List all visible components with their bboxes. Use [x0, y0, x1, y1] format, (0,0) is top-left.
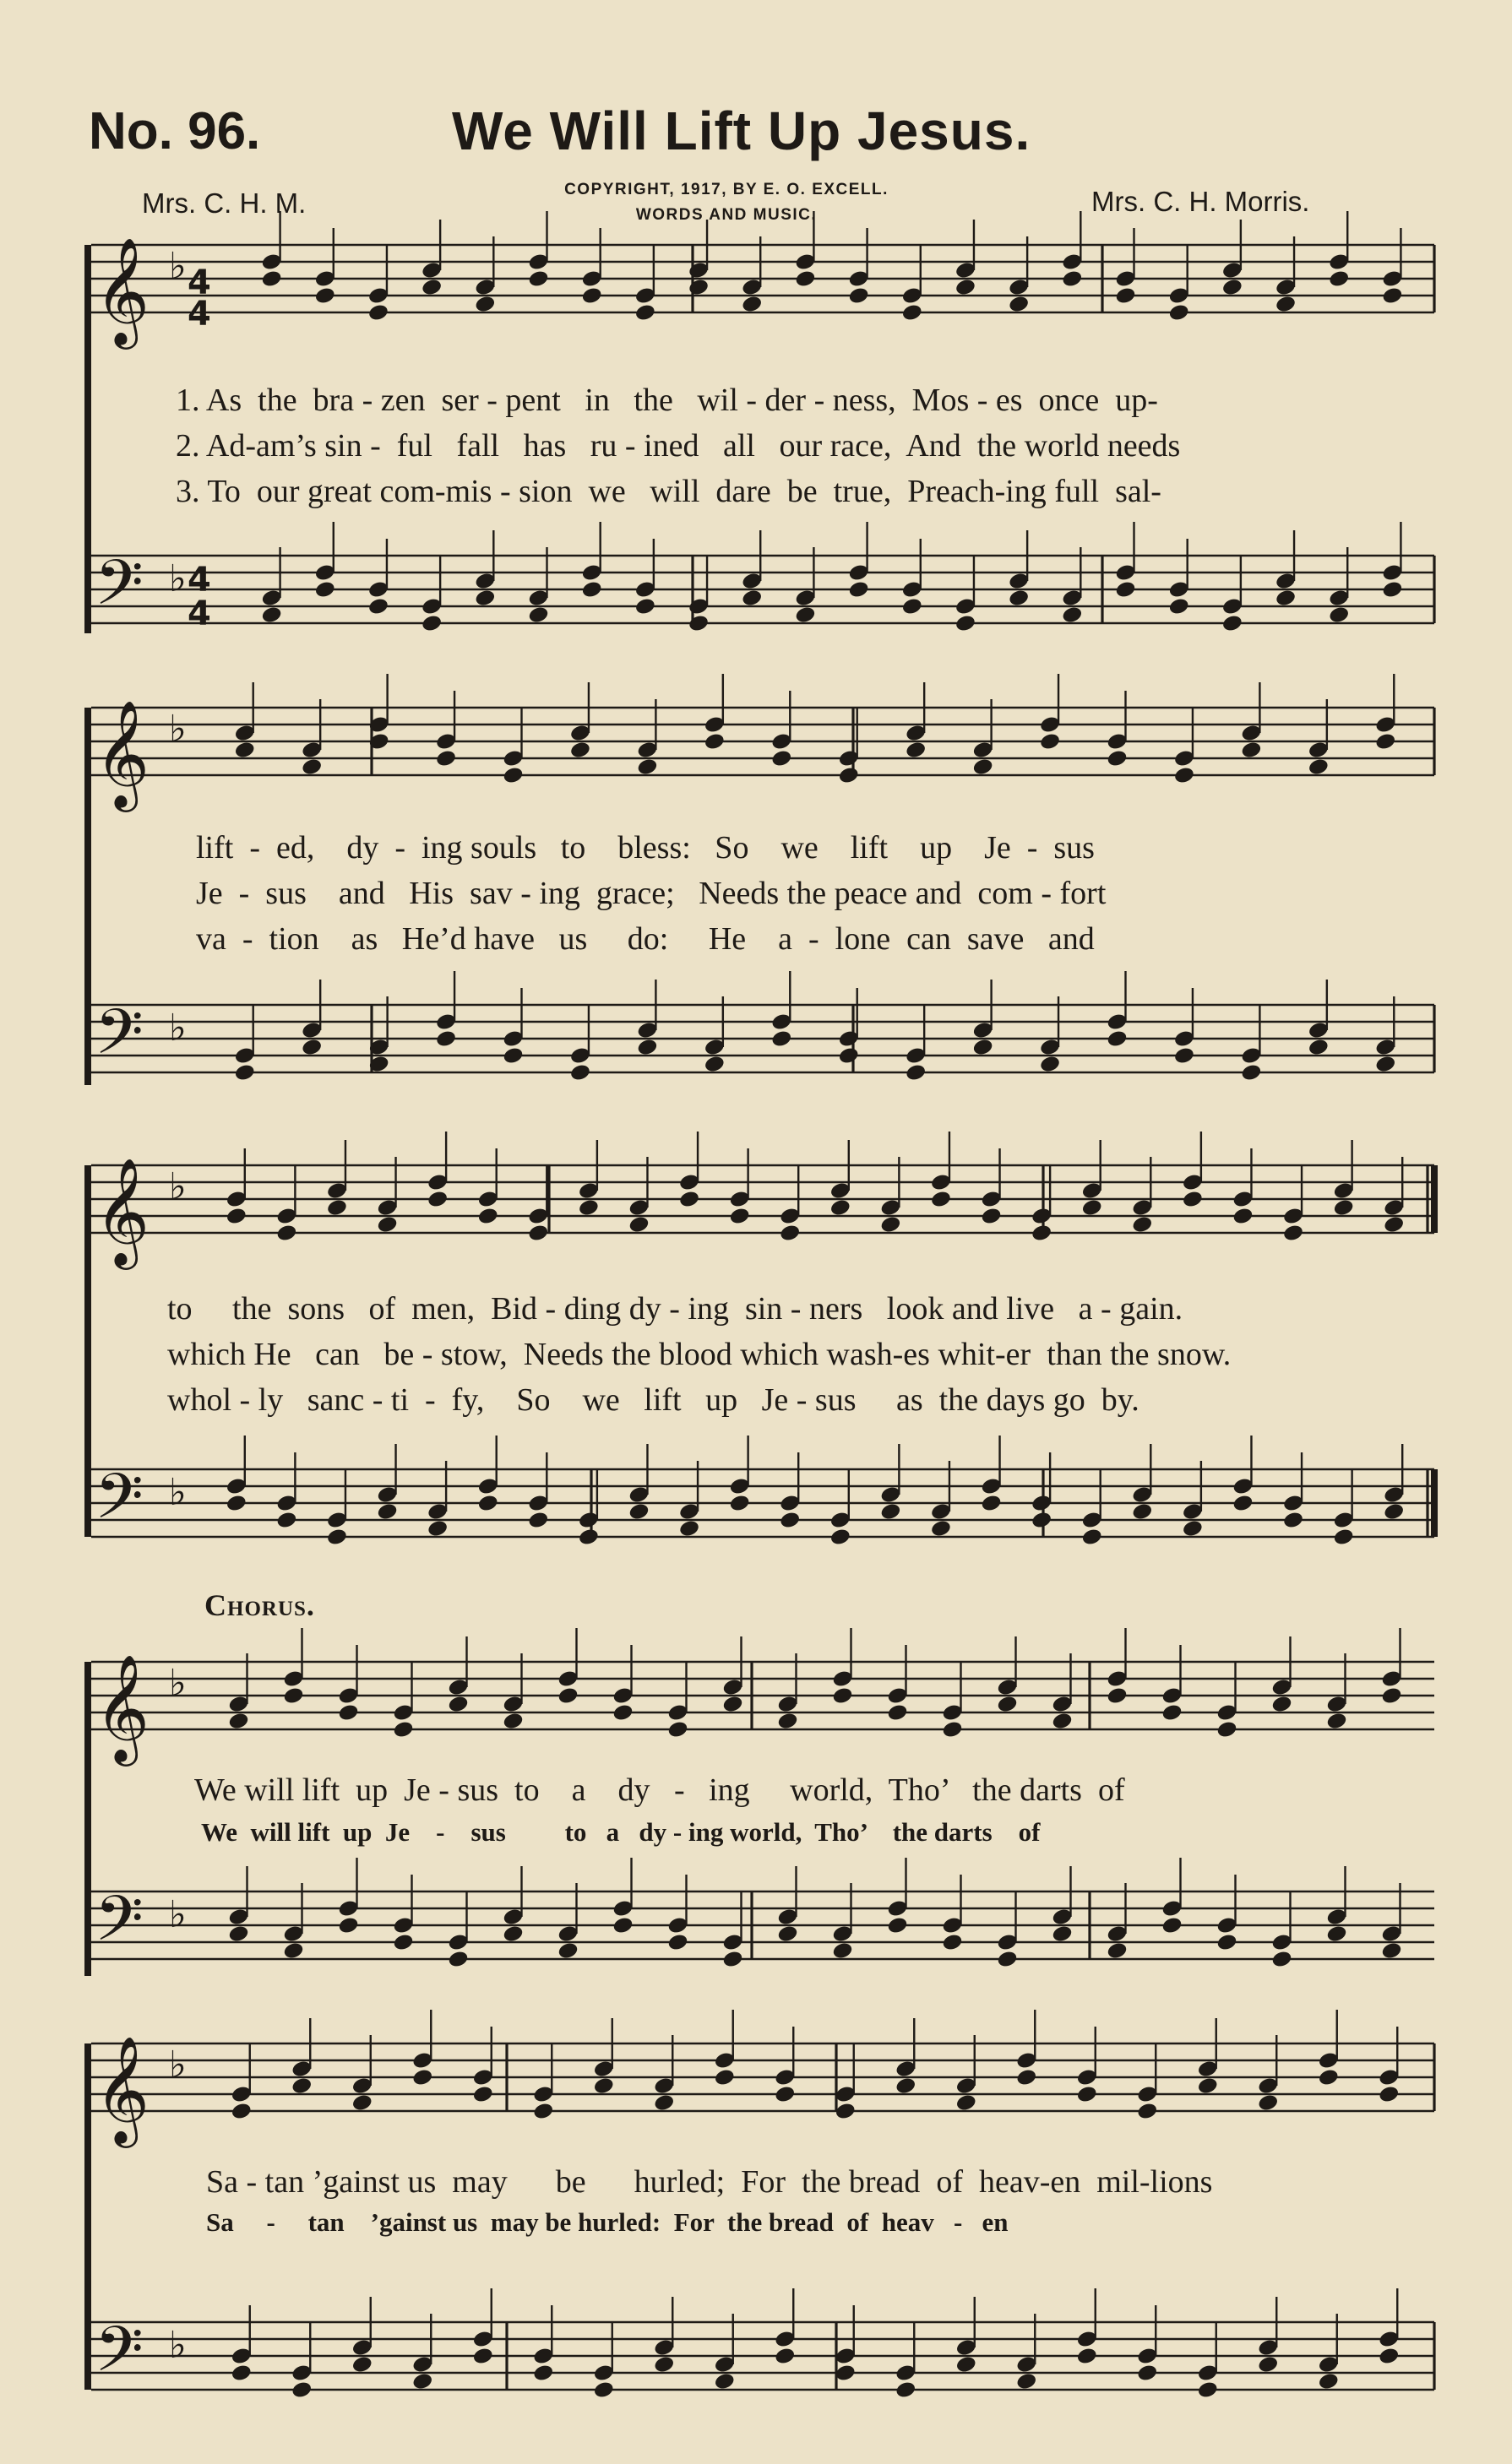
copyright-line-1: COPYRIGHT, 1917, BY E. O. EXCELL. [564, 181, 889, 198]
note-head [721, 1695, 743, 1714]
note-head [1380, 1686, 1402, 1706]
note-head [1081, 1528, 1103, 1547]
note-head [291, 2076, 313, 2096]
note-head [628, 1215, 650, 1235]
svg-text:♭: ♭ [169, 1893, 187, 1936]
note-head [886, 1703, 908, 1723]
note-head [886, 1916, 908, 1935]
note-head [261, 605, 283, 625]
note-head [1114, 580, 1136, 600]
note-head [1383, 1502, 1405, 1522]
system-2-bass-staff [91, 996, 1434, 1084]
note-head [1374, 1055, 1396, 1074]
note-head [1061, 605, 1083, 625]
note-head [1328, 605, 1350, 625]
note-head [411, 2372, 433, 2391]
note-head [502, 1924, 524, 1944]
note-head [314, 286, 336, 306]
svg-text:𝄞: 𝄞 [95, 1653, 150, 1761]
note-head [1136, 2364, 1158, 2383]
note-head [1173, 1046, 1195, 1066]
note-head [688, 278, 710, 297]
note-head [1325, 1712, 1347, 1731]
note-head [581, 580, 603, 600]
note-head [1015, 2068, 1037, 2087]
note-head [634, 597, 656, 616]
note-head [1378, 2085, 1400, 2104]
note-head [1168, 303, 1190, 323]
note-head [569, 741, 591, 760]
note-head [879, 1502, 901, 1522]
note-head [1161, 1703, 1183, 1723]
note-head [955, 614, 976, 633]
svg-text:𝄢: 𝄢 [95, 546, 144, 635]
note-head [1381, 580, 1403, 600]
note-head [1039, 1055, 1061, 1074]
svg-text:𝄞: 𝄞 [95, 1157, 150, 1265]
note-head [1325, 1924, 1347, 1944]
note-head [557, 1941, 579, 1961]
note-head [996, 1695, 1018, 1714]
note-head [848, 580, 870, 600]
note-head [972, 1038, 994, 1057]
svg-text:4: 4 [188, 561, 211, 600]
system-1-verse-1: 1. As the bra - zen ser - pent in the wil - der - ness, Mos - es once up- [176, 383, 1158, 418]
note-head [1318, 2372, 1340, 2391]
note-head [794, 269, 816, 289]
note-head [474, 589, 496, 608]
note-head [1240, 1063, 1262, 1083]
svg-text:♭: ♭ [169, 708, 187, 751]
note-head [1328, 269, 1350, 289]
note-head [729, 1494, 751, 1513]
note-head [779, 1224, 801, 1243]
note-head [472, 2085, 494, 2104]
svg-text:𝄢: 𝄢 [95, 2313, 144, 2402]
note-head [1275, 295, 1297, 314]
note-head [435, 1029, 457, 1049]
note-head [1333, 1198, 1355, 1218]
system-2-verse-1: lift - ed, dy - ing souls to bless: So we lift up Je - sus [196, 830, 1095, 866]
note-head [234, 741, 256, 760]
note-head [653, 2355, 675, 2374]
note-head [447, 1695, 469, 1714]
note-head [314, 580, 336, 600]
hymn-title: We Will Lift Up Jesus. [452, 100, 1031, 161]
note-head [1216, 1720, 1237, 1739]
svg-text:4: 4 [188, 594, 211, 633]
note-head [1221, 278, 1243, 297]
note-head [829, 1528, 851, 1547]
note-head [502, 1046, 524, 1066]
note-head [930, 1519, 952, 1539]
note-head [678, 1190, 700, 1209]
system-5-bass-staff [91, 2313, 1434, 2402]
note-head [275, 1224, 297, 1243]
note-head [234, 1063, 256, 1083]
note-head [569, 1063, 591, 1083]
note-head [593, 2380, 615, 2400]
author-full: Mrs. C. H. Morris. [1091, 186, 1310, 217]
note-head [1232, 1207, 1254, 1226]
note-head [337, 1703, 359, 1723]
note-head [376, 1215, 398, 1235]
note-head [996, 1950, 1018, 1969]
note-head [1380, 1941, 1402, 1961]
note-head [905, 741, 927, 760]
note-head [941, 1720, 963, 1739]
note-head [1240, 741, 1262, 760]
note-head [301, 1038, 323, 1057]
note-head [901, 597, 923, 616]
note-head [1131, 1502, 1153, 1522]
svg-text:𝄢: 𝄢 [95, 1882, 144, 1971]
note-head [653, 2093, 675, 2113]
note-head [1257, 2093, 1279, 2113]
note-head [634, 303, 656, 323]
note-head [351, 2355, 373, 2374]
note-head [1232, 1494, 1254, 1513]
note-head [261, 269, 283, 289]
svg-text:4: 4 [188, 263, 211, 302]
note-head [1015, 2372, 1037, 2391]
note-head [774, 2085, 796, 2104]
note-head [688, 614, 710, 633]
note-head [282, 1941, 304, 1961]
note-head [1161, 1916, 1183, 1935]
note-head [326, 1198, 348, 1218]
note-head [831, 1941, 853, 1961]
note-head [776, 1712, 798, 1731]
note-head [1275, 589, 1297, 608]
note-head [1039, 732, 1061, 752]
system-3-verse-2: which He can be - stow, Needs the blood which wash-es whit-er than the snow. [167, 1337, 1232, 1372]
note-head [1221, 614, 1243, 633]
system-2-verse-2: Je - sus and His sav - ing grace; Needs the peace and com - fort [196, 876, 1107, 911]
note-head [741, 589, 763, 608]
note-head [367, 303, 389, 323]
note-head [421, 278, 443, 297]
svg-text:𝄢: 𝄢 [95, 996, 144, 1084]
note-head [1051, 1924, 1073, 1944]
hymn-number: No. 96. [89, 102, 261, 160]
note-head [581, 286, 603, 306]
note-head [1374, 732, 1396, 752]
note-head [527, 1511, 549, 1530]
note-head [1114, 286, 1136, 306]
note-head [980, 1207, 1002, 1226]
note-head [1168, 597, 1190, 616]
note-head [704, 1055, 726, 1074]
note-head [527, 269, 549, 289]
note-head [1257, 2355, 1279, 2374]
note-head [838, 766, 860, 785]
note-head [421, 614, 443, 633]
note-head [1308, 757, 1330, 777]
note-head [678, 1519, 700, 1539]
note-head [1008, 295, 1030, 314]
note-head [770, 749, 792, 768]
note-head [1216, 1933, 1237, 1952]
note-head [1061, 269, 1083, 289]
author-abbrev: Mrs. C. H. M. [142, 187, 307, 219]
note-head [905, 1063, 927, 1083]
note-head [1051, 1712, 1073, 1731]
note-head [326, 1528, 348, 1547]
note-head [527, 1224, 549, 1243]
note-head [741, 295, 763, 314]
note-head [895, 2380, 916, 2400]
note-head [578, 1198, 600, 1218]
svg-text:♭: ♭ [169, 1165, 187, 1208]
note-head [1136, 2102, 1158, 2121]
svg-text:♭: ♭ [169, 2043, 187, 2087]
note-head [1378, 2347, 1400, 2366]
note-head [477, 1207, 499, 1226]
system-3-verse-1: to the sons of men, Bid - ding dy - ing sin - ners look and live a - gain. [167, 1291, 1183, 1327]
note-head [275, 1511, 297, 1530]
note-head [1282, 1511, 1304, 1530]
note-head [721, 1950, 743, 1969]
note-head [1282, 1224, 1304, 1243]
note-head [895, 2076, 916, 2096]
chorus-label: Chorus. [204, 1588, 315, 1622]
note-head [392, 1933, 414, 1952]
note-head [879, 1215, 901, 1235]
note-head [226, 1494, 247, 1513]
note-head [337, 1916, 359, 1935]
note-head [1081, 1198, 1103, 1218]
system-2-verse-3: va - tion as He’d have us do: He a - lone can save and [196, 921, 1095, 957]
note-head [291, 2380, 313, 2400]
note-head [636, 1038, 658, 1057]
svg-text:𝄞: 𝄞 [95, 699, 150, 807]
note-head [1182, 1519, 1204, 1539]
note-head [636, 757, 658, 777]
note-head [1270, 1695, 1292, 1714]
note-head [1197, 2380, 1219, 2400]
note-head [1173, 766, 1195, 785]
system-3-verse-3: whol - ly sanc - ti - fy, So we lift up Je - sus as the days go by. [167, 1382, 1139, 1418]
note-head [427, 1190, 449, 1209]
note-head [474, 295, 496, 314]
note-head [714, 2068, 736, 2087]
note-head [729, 1207, 751, 1226]
note-head [1106, 1029, 1128, 1049]
note-head [794, 605, 816, 625]
note-head [666, 1720, 688, 1739]
note-head [628, 1502, 650, 1522]
note-head [367, 597, 389, 616]
note-head [829, 1198, 851, 1218]
svg-text:♭: ♭ [169, 1662, 187, 1705]
note-head [612, 1703, 634, 1723]
svg-text:♭: ♭ [169, 1471, 187, 1514]
note-head [1381, 286, 1403, 306]
note-head [1106, 749, 1128, 768]
system-5-chorus-lower: Sa - tan ’gainst us may be hurled: For the bread of heav - en [206, 2207, 1009, 2237]
note-head [231, 2102, 253, 2121]
note-head [411, 2068, 433, 2087]
note-head [980, 1494, 1002, 1513]
note-head [901, 303, 923, 323]
system-4-chorus-upper: We will lift up Je - sus to a dy - ing world, Tho’ the darts of [194, 1772, 1125, 1808]
note-head [427, 1519, 449, 1539]
note-head [972, 757, 994, 777]
note-head [779, 1511, 801, 1530]
svg-text:♭: ♭ [169, 557, 187, 600]
note-head [1333, 1528, 1355, 1547]
note-head [351, 2093, 373, 2113]
note-head [301, 757, 323, 777]
note-head [941, 1933, 963, 1952]
note-head [578, 1528, 600, 1547]
note-head [1031, 1224, 1052, 1243]
note-head [1106, 1941, 1128, 1961]
note-head [1270, 1950, 1292, 1969]
note-head [831, 1686, 853, 1706]
note-head [1308, 1038, 1330, 1057]
note-head [477, 1494, 499, 1513]
note-head [392, 1720, 414, 1739]
system-1-verse-3: 3. To our great com-mis - sion we will dare be true, Preach-ing full sal- [176, 474, 1161, 509]
note-head [838, 1046, 860, 1066]
note-head [666, 1933, 688, 1952]
note-head [532, 2102, 554, 2121]
note-head [1008, 589, 1030, 608]
note-head [502, 766, 524, 785]
svg-text:𝄢: 𝄢 [95, 1460, 144, 1549]
note-head [770, 1029, 792, 1049]
note-head [704, 732, 726, 752]
note-head [612, 1916, 634, 1935]
copyright-line-2: WORDS AND MUSIC. [635, 206, 818, 224]
note-head [1106, 1686, 1128, 1706]
note-head [435, 749, 457, 768]
note-head [1318, 2068, 1340, 2087]
note-head [527, 605, 549, 625]
note-head [593, 2076, 615, 2096]
note-head [1197, 2076, 1219, 2096]
note-head [376, 1502, 398, 1522]
note-head [848, 286, 870, 306]
note-head [472, 2347, 494, 2366]
note-head [1383, 1215, 1405, 1235]
note-head [532, 2364, 554, 2383]
note-head [282, 1686, 304, 1706]
note-head [227, 1712, 249, 1731]
svg-text:♭: ♭ [169, 1007, 187, 1050]
system-5-chorus-upper: Sa - tan ’gainst us may be hurled; For the bread of heav-en mil-lions [206, 2164, 1213, 2200]
note-head [227, 1924, 249, 1944]
note-head [231, 2364, 253, 2383]
svg-text:4: 4 [188, 295, 211, 334]
svg-text:♭: ♭ [169, 2324, 187, 2367]
svg-text:𝄞: 𝄞 [95, 2035, 150, 2143]
note-head [226, 1207, 247, 1226]
note-head [714, 2372, 736, 2391]
svg-text:♭: ♭ [169, 245, 187, 288]
system-4-chorus-lower: We will lift up Je - sus to a dy - ing world, Tho’ the darts of [201, 1817, 1041, 1847]
note-head [1131, 1215, 1153, 1235]
svg-text:𝄞: 𝄞 [95, 236, 150, 345]
note-head [557, 1686, 579, 1706]
note-head [1182, 1190, 1204, 1209]
note-head [1076, 2347, 1098, 2366]
note-head [955, 278, 976, 297]
note-head [774, 2347, 796, 2366]
note-head [502, 1712, 524, 1731]
note-head [930, 1190, 952, 1209]
note-head [776, 1924, 798, 1944]
note-head [955, 2093, 977, 2113]
note-head [447, 1950, 469, 1969]
note-head [1031, 1511, 1052, 1530]
note-head [955, 2355, 977, 2374]
system-1-verse-2: 2. Ad-am’s sin - ful fall has ru - ined all our race, And the world needs [176, 428, 1181, 464]
note-head [1076, 2085, 1098, 2104]
